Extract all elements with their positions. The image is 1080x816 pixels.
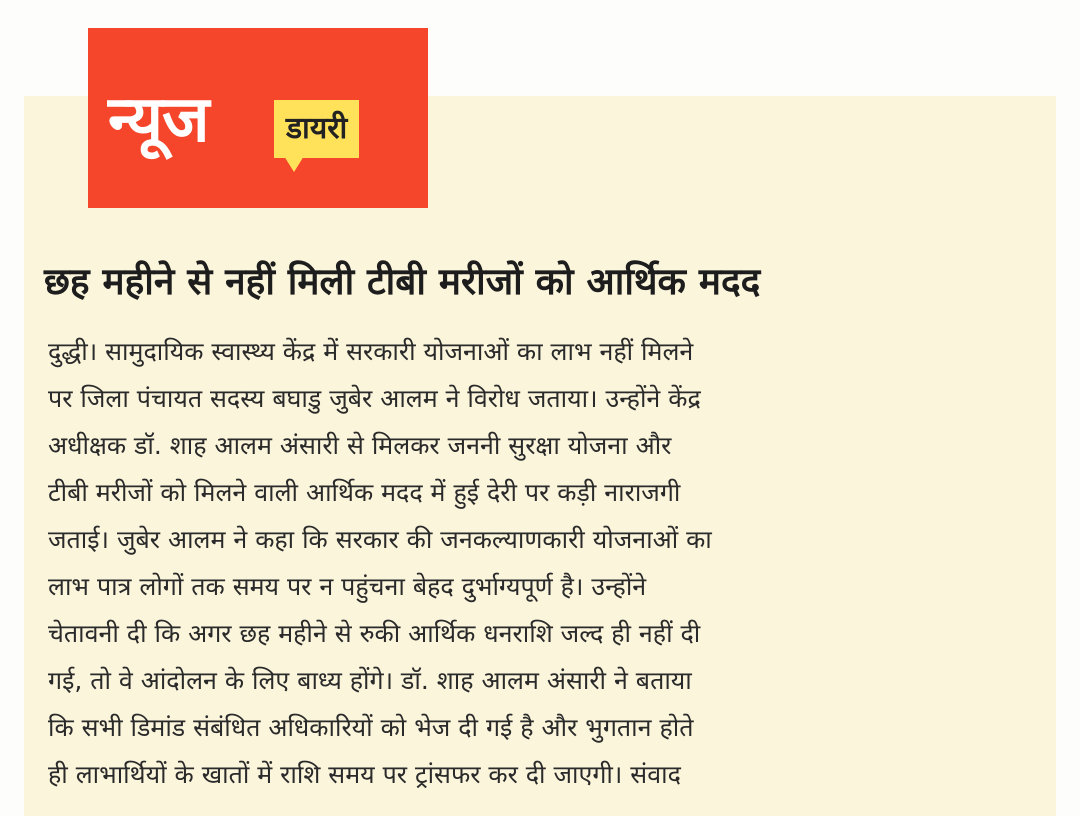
logo-tag-pointer — [284, 156, 304, 172]
headline: छह महीने से नहीं मिली टीबी मरीजों को आर्थिक मदद — [44, 260, 761, 303]
article-line: गई, तो वे आंदोलन के लिए बाध्य होंगे। डॉ. शाह आलम अंसारी ने बताया — [48, 666, 692, 695]
news-diary-logo — [88, 28, 428, 208]
article-line: जताई। जुबेर आलम ने कहा कि सरकार की जनकल्याणकारी योजनाओं का — [48, 525, 712, 554]
article-line: दुद्धी। सामुदायिक स्वास्थ्य केंद्र में सरकारी योजनाओं का लाभ नहीं मिलने — [48, 337, 694, 366]
article-line: पर जिला पंचायत सदस्य बघाडु जुबेर आलम ने विरोध जताया। उन्होंने केंद्र — [48, 384, 701, 413]
article-line: चेतावनी दी कि अगर छह महीने से रुकी आर्थिक धनराशि जल्द ही नहीं दी — [48, 619, 701, 648]
article-line: अधीक्षक डॉ. शाह आलम अंसारी से मिलकर जननी सुरक्षा योजना और — [48, 431, 672, 460]
article-line: कि सभी डिमांड संबंधित अधिकारियों को भेज दी गई है और भुगतान होते — [48, 713, 694, 742]
logo-main-text: न्यूज — [108, 83, 209, 157]
article-line: लाभ पात्र लोगों तक समय पर न पहुंचना बेहद दुर्भाग्यपूर्ण है। उन्होंने — [48, 572, 647, 601]
article-body — [48, 328, 1038, 798]
article-line: ही लाभार्थियों के खातों में राशि समय पर ट्रांसफर कर दी जाएगी। संवाद — [48, 760, 681, 789]
logo-tag-text: डायरी — [274, 100, 359, 158]
article-line: टीबी मरीजों को मिलने वाली आर्थिक मदद में हुई देरी पर कड़ी नाराजगी — [48, 478, 681, 507]
